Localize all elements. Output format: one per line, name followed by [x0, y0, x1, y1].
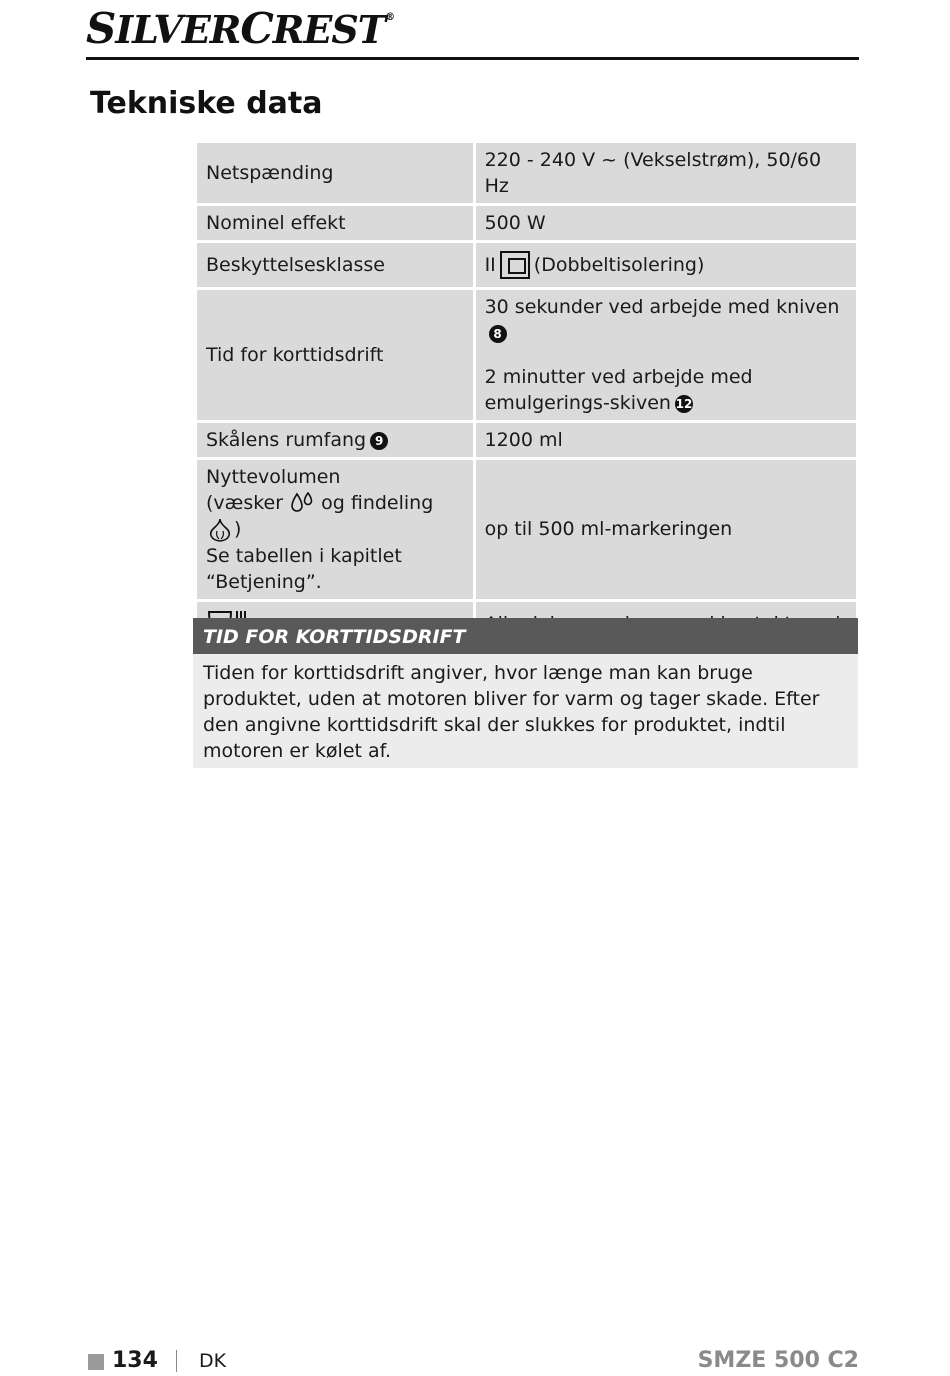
spec-label: Tid for korttidsdrift	[196, 289, 475, 422]
footer-divider	[176, 1350, 177, 1372]
table-row	[196, 242, 858, 289]
spec-value: 1200 ml	[474, 422, 857, 459]
spec-value: 500 W	[474, 205, 857, 242]
spec-value: op til 500 ml-markeringen	[474, 459, 857, 601]
table-row	[196, 459, 858, 601]
spec-value	[474, 289, 857, 422]
header-rule	[86, 57, 859, 60]
protection-class-text: (Dobbeltisolering)	[533, 254, 705, 276]
page-title: Tekniske data	[90, 86, 323, 121]
page-footer	[86, 1348, 859, 1376]
chopping-icon	[206, 517, 234, 543]
info-box-body: Tiden for korttidsdrift angiver, hvor længe man kan bruge produktet, uden at motoren bliver for varm og tager skade. Efter den angivne korttidsdrift skal der slukkes for produktet, indtil motoren er kølet af.	[193, 654, 858, 768]
spec-label: Beskyttelsesklasse	[196, 242, 475, 289]
brand-logo: SILVERCREST®	[86, 4, 395, 53]
spec-label: Nyttevolumen (væsker og findeling ) Se tabellen i kapitlet “Betjening”.	[196, 459, 475, 601]
spec-label: Skålens rumfang 9	[196, 422, 475, 459]
liquids-icon	[289, 492, 315, 516]
ref-number-badge: 8	[489, 325, 507, 343]
double-insulation-icon	[500, 251, 530, 279]
spec-value: 220 - 240 V ~ (Vekselstrøm), 50/60 Hz	[474, 142, 857, 205]
language-code: DK	[199, 1350, 227, 1372]
page-number: 134	[112, 1348, 158, 1373]
short-time-knife: 30 sekunder ved arbejde med kniven	[484, 296, 840, 318]
protection-class-prefix: II	[484, 254, 496, 276]
technical-data-table	[194, 140, 859, 675]
spec-label: Nominel effekt	[196, 205, 475, 242]
model-number: SMZE 500 C2	[697, 1348, 859, 1373]
spec-label: Netspænding	[196, 142, 475, 205]
ref-number-badge: 9	[370, 432, 388, 450]
ref-number-badge: 12	[675, 396, 693, 411]
short-time-disc: 2 minutter ved arbejde med emulgerings-skiven	[484, 366, 753, 414]
spec-value	[474, 242, 857, 289]
short-time-info-box	[193, 618, 858, 768]
table-row	[196, 422, 858, 459]
table-row	[196, 205, 858, 242]
footer-square-icon	[88, 1354, 104, 1370]
table-row	[196, 289, 858, 422]
table-row	[196, 142, 858, 205]
info-box-heading: TID FOR KORTTIDSDRIFT	[193, 618, 858, 654]
